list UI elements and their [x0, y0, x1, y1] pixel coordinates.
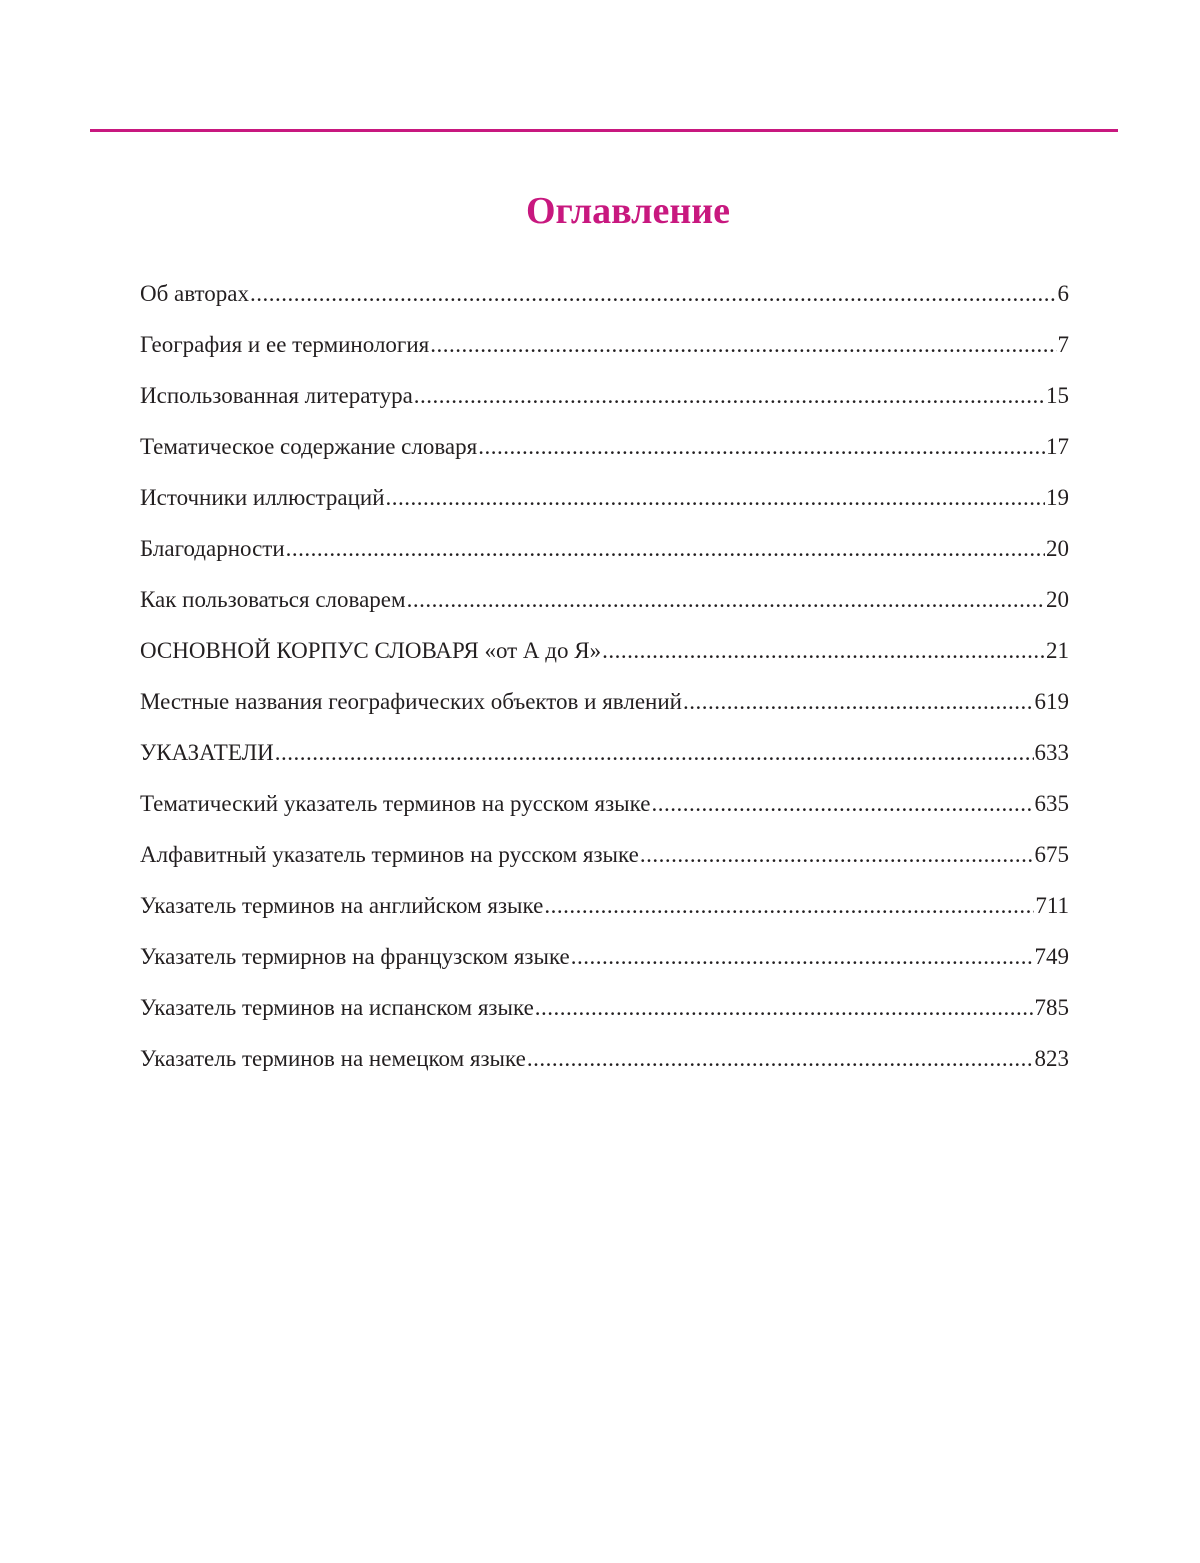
toc-entry-page-number: 20	[1046, 587, 1069, 612]
toc-entry-label: Тематическое содержание словаря	[140, 434, 478, 459]
toc-entry-label: УКАЗАТЕЛИ	[140, 740, 274, 765]
toc-entry-page-number: 7	[1057, 332, 1069, 357]
toc-entry-label: Тематический указатель терминов на русском языке	[140, 791, 651, 816]
toc-entry[interactable]	[140, 530, 1069, 581]
dot-leader	[683, 683, 1034, 721]
toc-entry-page-number: 20	[1046, 536, 1069, 561]
toc-entry[interactable]	[140, 989, 1069, 1040]
dot-leader	[478, 428, 1045, 466]
dot-leader	[571, 938, 1034, 976]
toc-entry-page-number: 749	[1034, 944, 1069, 969]
page-title: Оглавление	[525, 190, 731, 232]
toc-entry-page-number: 711	[1035, 893, 1069, 918]
toc-entry-label: Указатель терминов на немецком языке	[140, 1046, 526, 1071]
toc-entry-page-number: 17	[1046, 434, 1069, 459]
toc-entry[interactable]	[140, 1040, 1069, 1091]
toc-entry-page-number: 619	[1034, 689, 1069, 714]
dot-leader	[527, 1040, 1034, 1078]
toc-entry[interactable]	[140, 326, 1069, 377]
toc-entry-page-number: 635	[1034, 791, 1069, 816]
toc-entry[interactable]	[140, 275, 1069, 326]
top-divider-line	[90, 129, 1118, 132]
toc-entry[interactable]	[140, 785, 1069, 836]
toc-entry-page-number: 19	[1046, 485, 1069, 510]
toc-entry-label: География и ее терминология	[140, 332, 430, 357]
toc-entry-label: Указатель терминов на английском языке	[140, 893, 544, 918]
toc-entry[interactable]	[140, 734, 1069, 785]
dot-leader	[250, 275, 1056, 313]
toc-entry[interactable]	[140, 836, 1069, 887]
dot-leader	[640, 836, 1034, 874]
toc-entry[interactable]	[140, 581, 1069, 632]
toc-entry-label: Благодарности	[140, 536, 285, 561]
toc-entry[interactable]	[140, 887, 1069, 938]
dot-leader	[414, 377, 1045, 415]
toc-entry[interactable]	[140, 428, 1069, 479]
toc-entry-page-number: 15	[1046, 383, 1069, 408]
toc-entry-page-number: 21	[1046, 638, 1069, 663]
toc-entry-page-number: 823	[1034, 1046, 1069, 1071]
table-of-contents	[140, 275, 1069, 1091]
dot-leader	[602, 632, 1045, 670]
toc-entry[interactable]	[140, 479, 1069, 530]
toc-entry[interactable]	[140, 377, 1069, 428]
dot-leader	[651, 785, 1033, 823]
toc-entry-page-number: 675	[1034, 842, 1069, 867]
toc-entry-page-number: 633	[1034, 740, 1069, 765]
dot-leader	[275, 734, 1034, 772]
toc-entry-label: Алфавитный указатель терминов на русском языке	[140, 842, 639, 867]
toc-entry-page-number: 6	[1057, 281, 1069, 306]
dot-leader	[407, 581, 1045, 619]
dot-leader	[430, 326, 1056, 364]
dot-leader	[535, 989, 1034, 1027]
toc-entry[interactable]	[140, 938, 1069, 989]
toc-entry-label: Об авторах	[140, 281, 250, 306]
toc-entry-label: Использованная литература	[140, 383, 413, 408]
toc-entry[interactable]	[140, 683, 1069, 734]
toc-entry-label: ОСНОВНОЙ КОРПУС СЛОВАРЯ «от А до Я»	[140, 638, 602, 663]
toc-entry-label: Местные названия географических объектов и явлений	[140, 689, 682, 714]
toc-entry-label: Как пользоваться словарем	[140, 587, 406, 612]
toc-entry-label: Источники иллюстраций	[140, 485, 385, 510]
dot-leader	[386, 479, 1045, 517]
toc-entry[interactable]	[140, 632, 1069, 683]
toc-entry-page-number: 785	[1034, 995, 1069, 1020]
toc-entry-label: Указатель терминов на испанском языке	[140, 995, 534, 1020]
toc-entry-label: Указатель термирнов на французском языке	[140, 944, 570, 969]
dot-leader	[544, 887, 1034, 925]
dot-leader	[286, 530, 1045, 568]
